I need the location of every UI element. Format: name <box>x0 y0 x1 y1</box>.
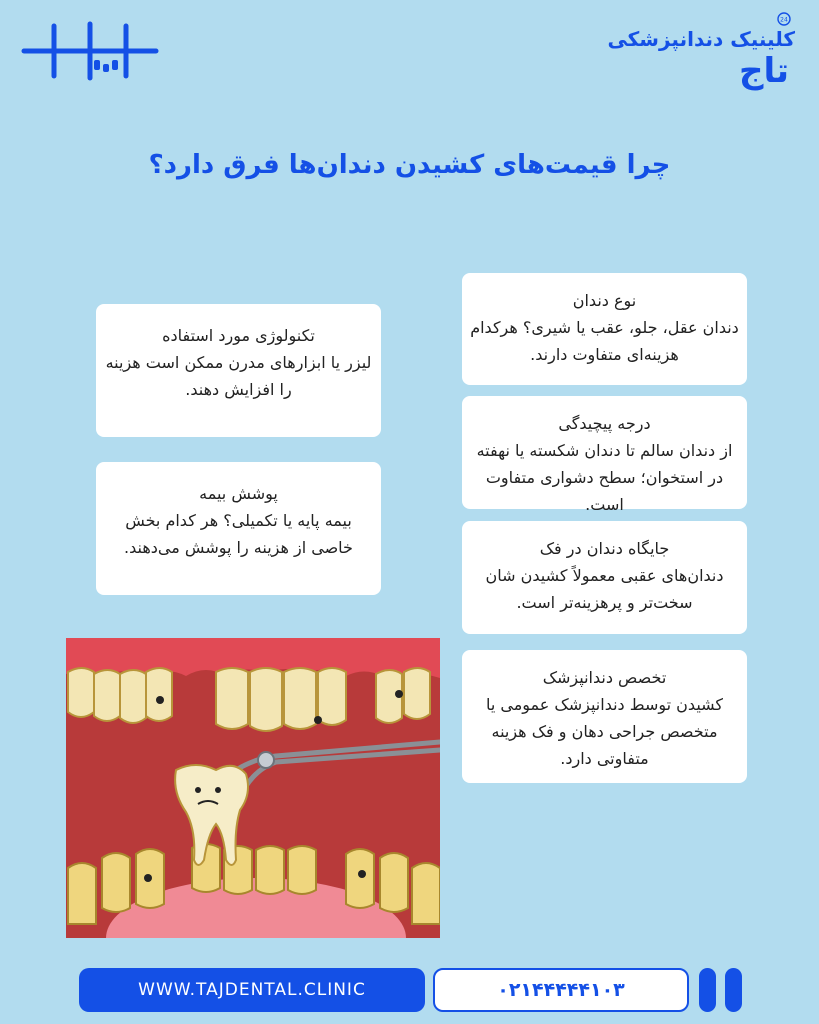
tooth-logo-icon <box>20 20 160 82</box>
card-body: دندان عقل، جلو، عقب یا شیری؟ هرکدام هزینه‌ای متفاوت دارند. <box>470 318 739 364</box>
info-card-insurance <box>96 462 381 595</box>
info-card-specialty <box>462 650 747 783</box>
brand-name: کلینیک دندانپزشکی <box>607 27 795 51</box>
card-title: نوع دندان <box>572 291 637 310</box>
card-body: لیزر یا ابزارهای مدرن ممکن است هزینه را افزایش دهند. <box>105 353 372 399</box>
card-title: تخصص دندانپزشک <box>542 668 667 687</box>
card-body: از دندان سالم تا دندان شکسته یا نهفته در استخوان؛ سطح دشواری متفاوت است. <box>476 441 733 514</box>
card-body: کشیدن توسط دندانپزشک عمومی یا متخصص جراحی دهان و فک هزینه متفاوتی دارد. <box>485 695 724 768</box>
card-title: تکنولوژی مورد استفاده <box>162 326 315 345</box>
card-body: بیمه پایه یا تکمیلی؟ هر کدام بخش خاصی از هزینه را پوشش می‌دهند. <box>124 511 353 557</box>
brand-block <box>595 12 795 90</box>
card-title: درجه پیچیدگی <box>558 414 651 433</box>
card-title: پوشش بیمه <box>199 484 278 503</box>
info-card-complexity <box>462 396 747 514</box>
decor-pill <box>699 968 716 1012</box>
info-card-position <box>462 521 747 634</box>
decor-pill <box>725 968 742 1012</box>
phone-number[interactable]: ۰۲۱۴۴۴۴۴۱۰۳ <box>433 968 689 1012</box>
card-title: جایگاه دندان در فک <box>539 539 670 558</box>
info-card-tooth-type <box>462 273 747 385</box>
svg-text:24: 24 <box>780 16 788 24</box>
page-title: چرا قیمت‌های کشیدن دندان‌ها فرق دارد؟ <box>148 150 671 180</box>
website-link[interactable]: WWW.TAJDENTAL.CLINIC <box>79 968 425 1012</box>
card-body: دندان‌های عقبی معمولاً کشیدن شان سخت‌تر و پرهزینه‌تر است. <box>485 566 724 612</box>
info-card-technology <box>96 304 381 437</box>
brand-wordmark: تاج <box>738 51 789 91</box>
tooth-extraction-illustration <box>66 638 440 938</box>
clock-24-icon <box>777 12 791 26</box>
